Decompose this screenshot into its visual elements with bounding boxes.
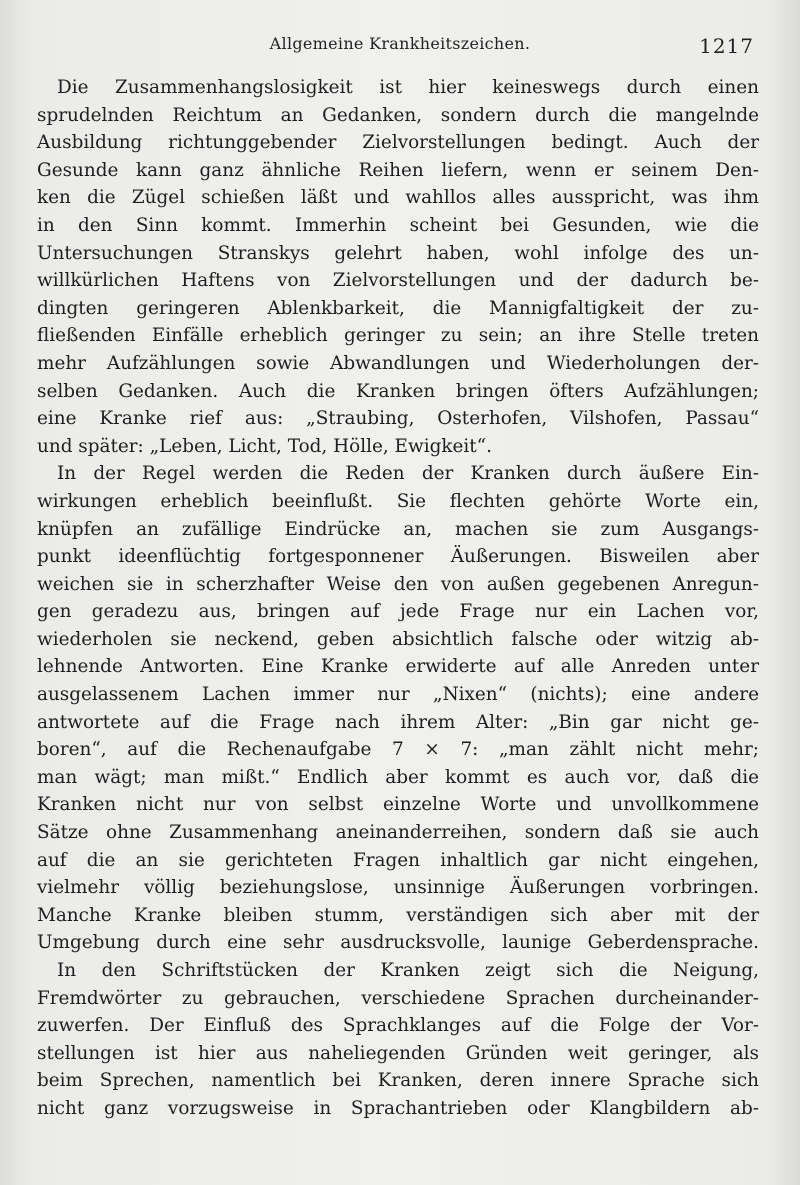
text-line: punkt ideenflüchtig fortgesponnener Äußerungen. Bisweilen aber <box>37 546 759 568</box>
text-line: mehr Aufzählungen sowie Abwandlungen und Wiederholungen der- <box>37 352 759 374</box>
text-line: in den Sinn kommt. Immerhin scheint bei Gesunden, wie die <box>37 214 759 236</box>
running-title: Allgemeine Krankheitszeichen. <box>269 34 531 53</box>
text-line: Ausbildung richtunggebender Zielvorstellungen bedingt. Auch der <box>37 132 759 154</box>
text-line: boren“, auf die Rechenaufgabe 7 × 7: „man zählt nicht mehr; <box>37 739 759 761</box>
text-line: fließenden Einfälle erheblich geringer zu sein; an ihre Stelle treten <box>37 325 759 347</box>
text-line: zuwerfen. Der Einfluß des Sprachklanges auf die Folge der Vor- <box>37 1015 759 1037</box>
text-line: Manche Kranke bleiben stumm, verständigen sich aber mit der <box>37 904 759 926</box>
text-line: In der Regel werden die Reden der Kranken durch äußere Ein- <box>57 463 759 485</box>
text-line: dingten geringeren Ablenkbarkeit, die Mannigfaltigkeit der zu- <box>37 297 759 319</box>
text-line: Umgebung durch eine sehr ausdrucksvolle, launige Geberdensprache. <box>37 932 759 954</box>
text-line: eine Kranke rief aus: „Straubing, Osterhofen, Vilshofen, Passau“ <box>37 408 759 430</box>
text-line: gen geradezu aus, bringen auf jede Frage nur ein Lachen vor, <box>37 601 759 623</box>
text-line: sprudelnden Reichtum an Gedanken, sondern durch die mangelnde <box>37 104 759 126</box>
running-head <box>0 34 800 58</box>
text-line: ausgelassenem Lachen immer nur „Nixen“ (nichts); eine andere <box>37 684 759 706</box>
text-line: antwortete auf die Frage nach ihrem Alter: „Bin gar nicht ge- <box>37 711 759 733</box>
text-line: Fremdwörter zu gebrauchen, verschiedene Sprachen durcheinander- <box>37 987 759 1009</box>
text-line: selben Gedanken. Auch die Kranken bringen öfters Aufzählungen; <box>37 380 759 402</box>
text-line: knüpfen an zufällige Eindrücke an, machen sie zum Ausgangs- <box>37 518 759 540</box>
text-line: ken die Zügel schießen läßt und wahllos alles ausspricht, was ihm <box>37 187 759 209</box>
text-line: Kranken nicht nur von selbst einzelne Worte und unvollkommene <box>37 794 759 816</box>
text-line: Sätze ohne Zusammenhang aneinanderreihen, sondern daß sie auch <box>37 822 759 844</box>
text-line: man wägt; man mißt.“ Endlich aber kommt es auch vor, daß die <box>37 766 759 788</box>
text-line: lehnende Antworten. Eine Kranke erwiderte auf alle Anreden unter <box>37 656 759 678</box>
text-line: weichen sie in scherzhafter Weise den von außen gegebenen Anregun- <box>37 573 759 595</box>
text-line: Untersuchungen Stranskys gelehrt haben, wohl infolge des un- <box>37 242 759 264</box>
text-line: willkürlichen Haftens von Zielvorstellungen und der dadurch be- <box>37 270 759 292</box>
text-line: und später: „Leben, Licht, Tod, Hölle, Ewigkeit“. <box>37 435 492 457</box>
text-line: stellungen ist hier aus naheliegenden Gründen weit geringer, als <box>37 1042 759 1064</box>
text-line: nicht ganz vorzugsweise in Sprachantrieben oder Klangbildern ab- <box>37 1097 759 1119</box>
body-text <box>37 74 759 1123</box>
text-line: vielmehr völlig beziehungslose, unsinnige Äußerungen vorbringen. <box>37 877 759 899</box>
text-line: In den Schriftstücken der Kranken zeigt sich die Neigung, <box>57 960 759 981</box>
text-line: wiederholen sie neckend, geben absichtlich falsche oder witzig ab- <box>37 628 759 650</box>
text-line: Die Zusammenhangslosigkeit ist hier keineswegs durch einen <box>57 77 759 98</box>
text-line: Gesunde kann ganz ähnliche Reihen liefern, wenn er seinem Den- <box>37 159 759 181</box>
text-line: auf die an sie gerichteten Fragen inhaltlich gar nicht eingehen, <box>37 849 759 871</box>
text-line: wirkungen erheblich beeinflußt. Sie flechten gehörte Worte ein, <box>37 490 759 512</box>
text-line: beim Sprechen, namentlich bei Kranken, deren innere Sprache sich <box>37 1070 759 1092</box>
page-number: 1217 <box>699 34 754 58</box>
